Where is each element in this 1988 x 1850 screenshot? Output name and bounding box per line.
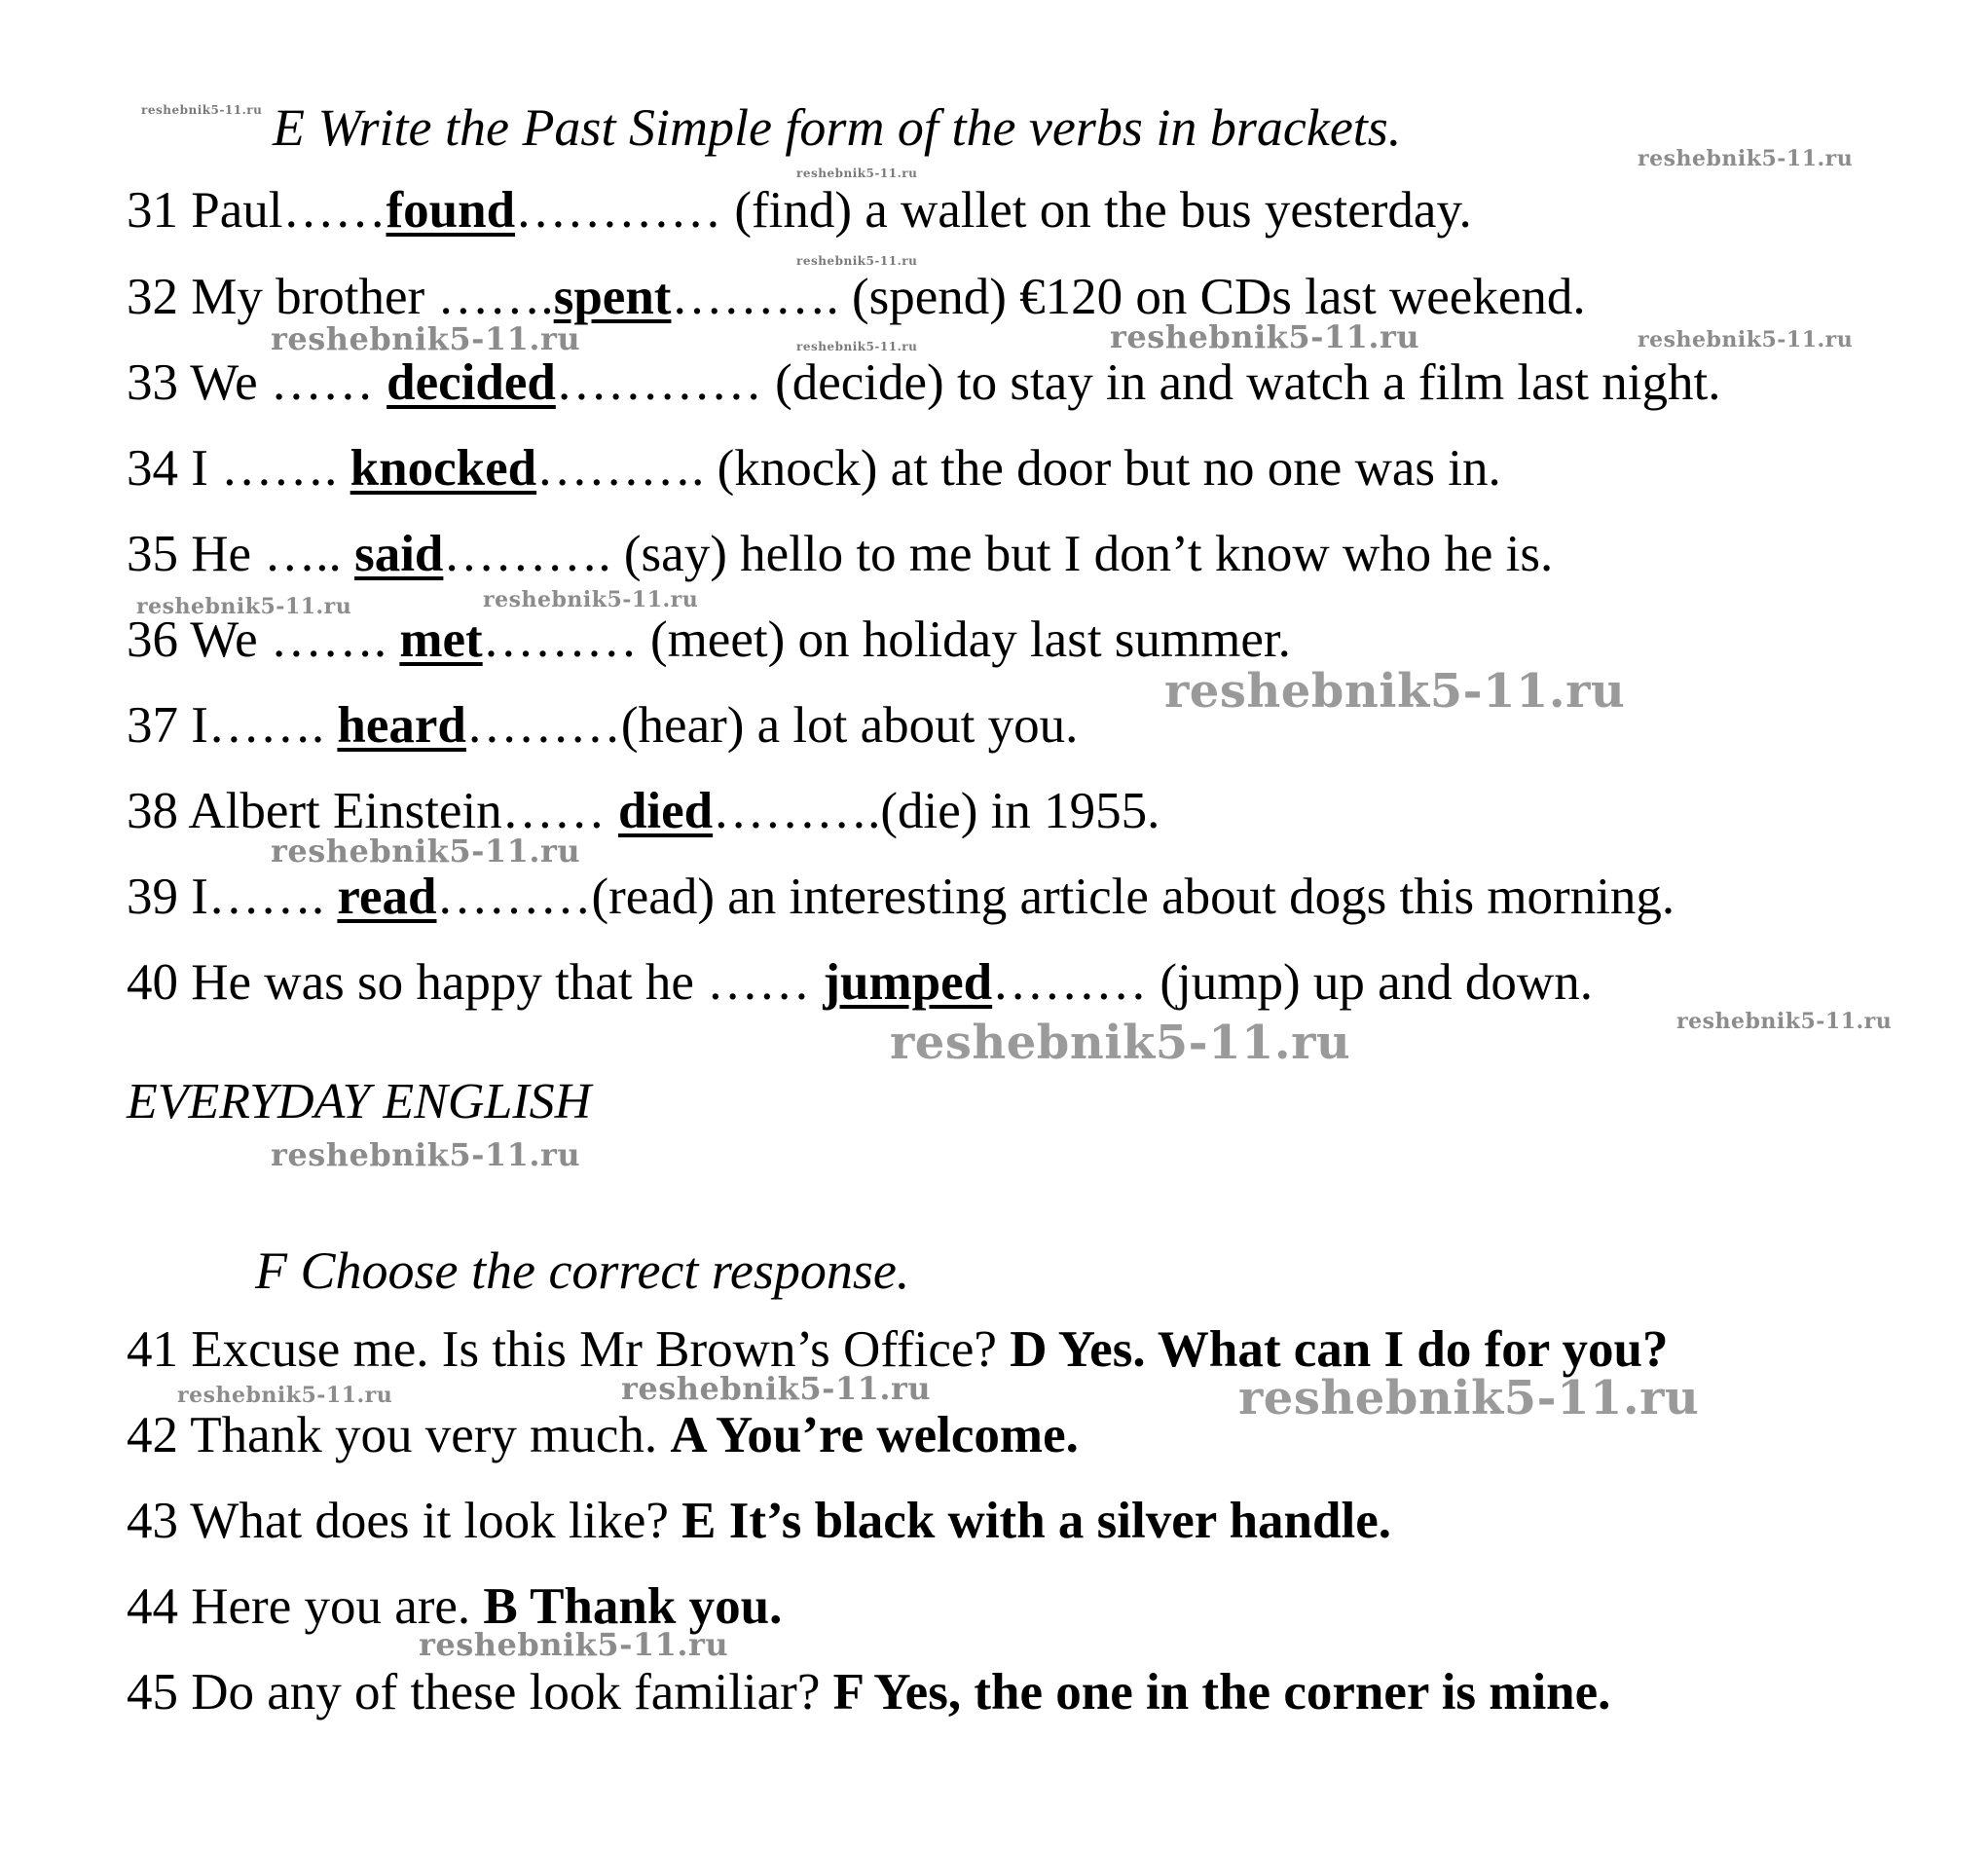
item-text-after: ………(read) an interesting article about dogs this morning. bbox=[436, 869, 1675, 925]
watermark: reshebnik5-11.ru bbox=[796, 166, 918, 180]
item-text-after: ………. (say) hello to me but I don’t know who he is. bbox=[443, 526, 1554, 582]
answer-blank: heard bbox=[337, 697, 466, 754]
item-text-after: ……… (meet) on holiday last summer. bbox=[482, 611, 1291, 668]
watermark: reshebnik5-11.ru bbox=[1638, 327, 1854, 352]
watermark: reshebnik5-11.ru bbox=[271, 1136, 581, 1173]
answer-blank: met bbox=[399, 611, 483, 668]
answer-blank: found bbox=[386, 182, 516, 239]
answer-blank: died bbox=[617, 783, 714, 839]
item-question: Thank you very much. bbox=[190, 1407, 658, 1463]
section-e-heading: E Write the Past Simple form of the verbs in brackets. bbox=[273, 98, 1402, 157]
exercise-item-40 bbox=[127, 954, 1593, 1011]
watermark: reshebnik5-11.ru bbox=[796, 340, 918, 353]
exercise-item-36 bbox=[127, 611, 1291, 668]
item-number: 41 bbox=[127, 1321, 178, 1378]
item-number: 43 bbox=[127, 1493, 178, 1549]
item-number: 36 bbox=[127, 611, 178, 668]
response-item-42 bbox=[127, 1407, 1079, 1463]
watermark: reshebnik5-11.ru bbox=[419, 1626, 729, 1663]
item-response: E It’s black with a silver handle. bbox=[681, 1493, 1392, 1549]
watermark: reshebnik5-11.ru bbox=[483, 587, 699, 612]
item-text-before: We ……. bbox=[190, 611, 400, 668]
item-number: 40 bbox=[127, 954, 178, 1011]
item-number: 34 bbox=[127, 440, 178, 497]
item-text-after: ……….(die) in 1955. bbox=[713, 783, 1160, 839]
item-question: Excuse me. Is this Mr Brown’s Office? bbox=[191, 1321, 997, 1378]
item-text-after: ………… (decide) to stay in and watch a film last night. bbox=[555, 354, 1721, 411]
item-text-before: Albert Einstein…… bbox=[188, 783, 618, 839]
item-text-before: I……. bbox=[191, 697, 338, 754]
item-response: F Yes, the one in the corner is mine. bbox=[832, 1664, 1611, 1720]
item-number: 39 bbox=[127, 869, 178, 925]
item-number: 32 bbox=[127, 269, 178, 325]
watermark: reshebnik5-11.ru bbox=[1164, 664, 1626, 719]
item-number: 45 bbox=[127, 1664, 178, 1720]
answer-blank: jumped bbox=[823, 954, 993, 1011]
answer-blank: said bbox=[354, 526, 444, 582]
everyday-english-title: EVERYDAY ENGLISH bbox=[127, 1074, 592, 1129]
item-number: 37 bbox=[127, 697, 178, 754]
watermark: reshebnik5-11.ru bbox=[796, 254, 918, 268]
answer-blank: knocked bbox=[350, 440, 537, 497]
item-response: D Yes. What can I do for you? bbox=[1010, 1321, 1669, 1378]
item-text-before: He ….. bbox=[191, 526, 355, 582]
watermark: reshebnik5-11.ru bbox=[1676, 1009, 1893, 1034]
response-item-45 bbox=[127, 1664, 1611, 1720]
watermark: reshebnik5-11.ru bbox=[177, 1383, 393, 1408]
item-text-before: I……. bbox=[191, 869, 338, 925]
watermark: reshebnik5-11.ru bbox=[136, 594, 352, 619]
item-text-after: ……… (jump) up and down. bbox=[992, 954, 1593, 1011]
item-text-before: My brother ……. bbox=[191, 269, 554, 325]
watermark: reshebnik5-11.ru bbox=[1638, 146, 1854, 171]
watermark: reshebnik5-11.ru bbox=[271, 832, 581, 870]
exercise-item-39 bbox=[127, 871, 1675, 923]
response-item-41 bbox=[127, 1321, 1669, 1378]
exercise-item-34 bbox=[127, 440, 1501, 497]
exercise-item-31 bbox=[127, 182, 1472, 239]
response-item-43 bbox=[127, 1493, 1392, 1549]
item-text-after: ………. (spend) €120 on CDs last weekend. bbox=[671, 269, 1586, 325]
item-text-after: ………. (knock) at the door but no one was in. bbox=[536, 440, 1501, 497]
item-number: 44 bbox=[127, 1578, 178, 1635]
section-f-heading: F Choose the correct response. bbox=[255, 1241, 910, 1300]
item-text-before: Paul…… bbox=[191, 182, 387, 239]
answer-blank: read bbox=[337, 869, 437, 925]
item-number: 35 bbox=[127, 526, 178, 582]
item-number: 42 bbox=[127, 1407, 178, 1463]
watermark: reshebnik5-11.ru bbox=[621, 1370, 932, 1407]
exercise-item-32 bbox=[127, 269, 1586, 325]
item-response: A You’re welcome. bbox=[670, 1407, 1079, 1463]
exercise-item-37 bbox=[127, 697, 1079, 754]
item-text-before: We …… bbox=[190, 354, 387, 411]
item-text-after: ………… (find) a wallet on the bus yesterday. bbox=[515, 182, 1472, 239]
watermark: reshebnik5-11.ru bbox=[1110, 318, 1420, 355]
item-question: Do any of these look familiar? bbox=[191, 1664, 821, 1720]
watermark: reshebnik5-11.ru bbox=[1238, 1371, 1700, 1425]
item-text-before: I ……. bbox=[191, 440, 350, 497]
item-number: 31 bbox=[127, 182, 178, 239]
watermark: reshebnik5-11.ru bbox=[271, 320, 581, 357]
answer-blank: spent bbox=[553, 269, 672, 325]
exercise-item-38 bbox=[127, 783, 1160, 839]
item-text-before: He was so happy that he …… bbox=[191, 954, 824, 1011]
item-number: 33 bbox=[127, 354, 178, 411]
watermark: reshebnik5-11.ru bbox=[141, 103, 263, 117]
exercise-item-35 bbox=[127, 526, 1554, 582]
item-question: What does it look like? bbox=[190, 1493, 669, 1549]
item-number: 38 bbox=[127, 783, 178, 839]
watermark: reshebnik5-11.ru bbox=[890, 1016, 1351, 1070]
item-response: B Thank you. bbox=[483, 1578, 783, 1635]
item-text-after: ………(hear) a lot about you. bbox=[465, 697, 1079, 754]
item-question: Here you are. bbox=[191, 1578, 471, 1635]
answer-blank: decided bbox=[387, 354, 556, 411]
exercise-item-33 bbox=[127, 354, 1721, 411]
